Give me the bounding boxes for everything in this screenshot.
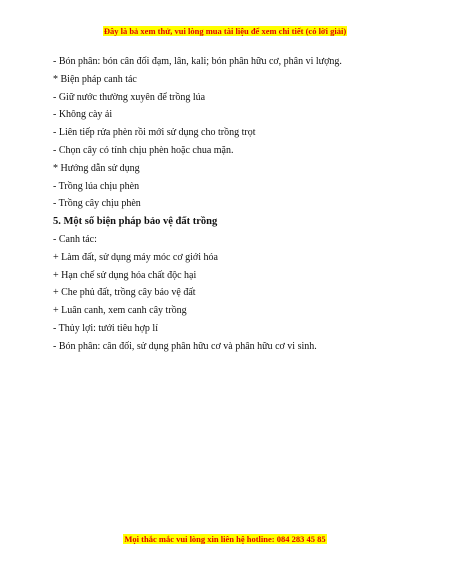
document-line: + Luân canh, xem canh cây trồng [53, 305, 187, 317]
document-line: - Liên tiếp rửa phèn rồi mới sử dụng cho trồng trọt [53, 127, 256, 139]
document-line: * Hướng dẫn sử dụng [53, 162, 140, 174]
footer-hotline-banner [0, 533, 450, 545]
section-heading: 5. Một số biện pháp bảo vệ đất trồng [53, 216, 218, 228]
document-body [53, 53, 413, 356]
document-line: - Bón phân: cân đối, sử dụng phân hữu cơ và phân hữu cơ vi sinh. [53, 340, 317, 352]
document-line: + Che phủ đất, trồng cây bảo vệ đất [53, 287, 196, 299]
footer-hotline-text: Mọi thắc mắc vui lòng xin liên hệ hotline: 084 283 45 85 [124, 534, 326, 544]
document-line: - Bón phân: bón cân đối đạm, lân, kali; bón phân hữu cơ, phân vi lượng. [53, 56, 342, 67]
header-notice-banner [0, 25, 450, 37]
document-line: - Canh tác: [53, 233, 97, 245]
document-line: - Không cày ải [53, 109, 113, 121]
document-line: * Biện pháp canh tác [53, 73, 137, 85]
document-line: - Chọn cây có tính chịu phèn hoặc chua mặn. [53, 144, 234, 156]
document-line: + Làm đất, sử dụng máy móc cơ giới hóa [53, 251, 218, 263]
document-line: - Giữ nước thường xuyên để trồng lúa [53, 91, 206, 103]
document-line: + Hạn chế sử dụng hóa chất độc hại [53, 269, 197, 281]
document-line: - Trồng lúa chịu phèn [53, 180, 140, 192]
header-notice-text: Đây là bả xem thử, vui lòng mua tài liệu để xem chi tiết (có lời giải) [103, 26, 347, 36]
document-line: - Thủy lợi: tưới tiêu hợp lí [53, 322, 158, 334]
document-line: - Trồng cây chịu phèn [53, 198, 141, 210]
